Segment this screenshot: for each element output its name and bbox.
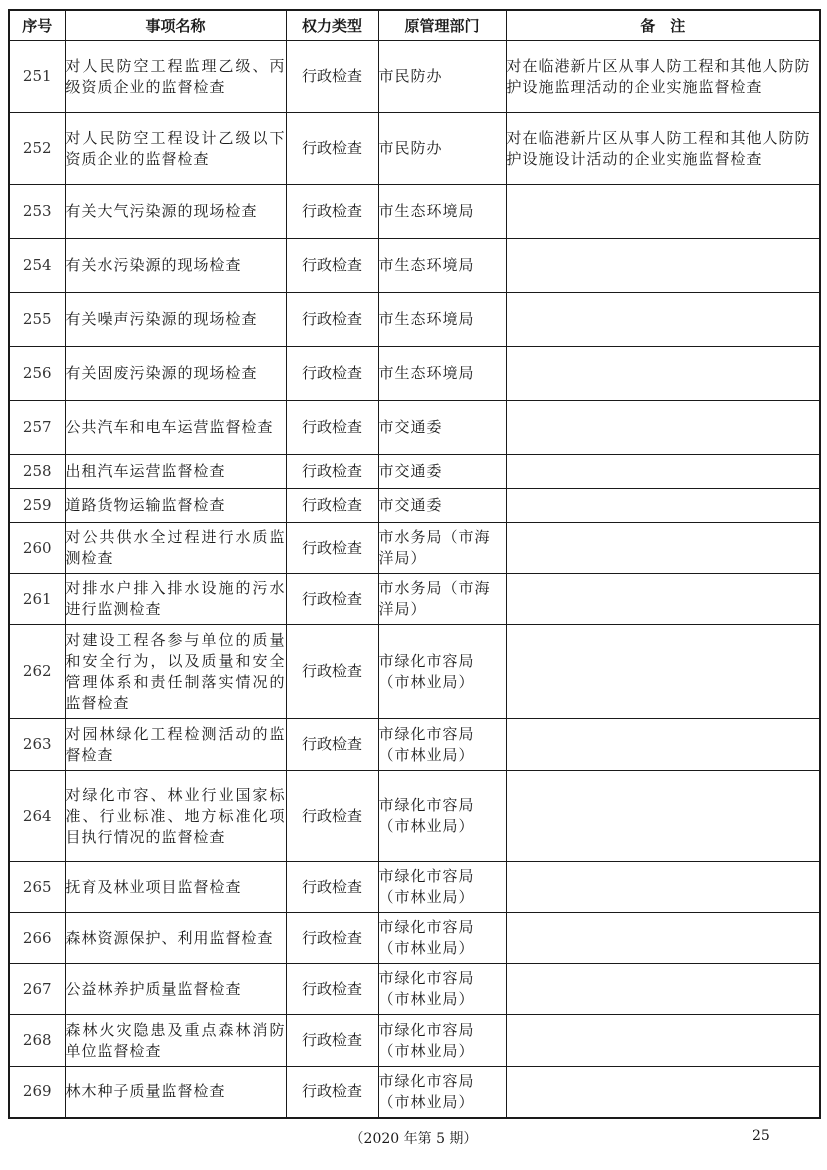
item-name: 公益林养护质量监督检查 [65,964,286,1015]
item-name: 森林资源保护、利用监督检查 [65,913,286,964]
power-type: 行政检查 [286,489,378,523]
department: 市绿化市容局（市林业局） [378,625,506,719]
table-row [9,401,820,455]
power-type: 行政检查 [286,913,378,964]
table-header-row [9,10,820,41]
remark [506,913,820,964]
table-row [9,113,820,185]
power-type: 行政检查 [286,964,378,1015]
row-number: 263 [9,719,65,771]
power-type: 行政检查 [286,862,378,913]
row-number: 258 [9,455,65,489]
row-number: 257 [9,401,65,455]
item-name: 公共汽车和电车运营监督检查 [65,401,286,455]
department: 市绿化市容局（市林业局） [378,1015,506,1067]
row-number: 260 [9,523,65,574]
table-row [9,489,820,523]
department: 市生态环境局 [378,239,506,293]
remark [506,185,820,239]
power-type: 行政检查 [286,574,378,625]
department: 市绿化市容局（市林业局） [378,771,506,862]
row-number: 259 [9,489,65,523]
row-number: 267 [9,964,65,1015]
remark [506,401,820,455]
page-number: 25 [752,1128,770,1144]
department: 市生态环境局 [378,293,506,347]
item-name: 有关固废污染源的现场检查 [65,347,286,401]
power-type: 行政检查 [286,113,378,185]
remark [506,719,820,771]
row-number: 252 [9,113,65,185]
power-type: 行政检查 [286,719,378,771]
table-row [9,523,820,574]
remark [506,293,820,347]
header-dept: 原管理部门 [378,10,506,41]
item-name: 对人民防空工程设计乙级以下资质企业的监督检查 [65,113,286,185]
item-name: 有关水污染源的现场检查 [65,239,286,293]
header-note: 备 注 [506,10,820,41]
department: 市绿化市容局（市林业局） [378,862,506,913]
item-name: 道路货物运输监督检查 [65,489,286,523]
table-row [9,1015,820,1067]
remark [506,964,820,1015]
row-number: 269 [9,1067,65,1118]
remark [506,862,820,913]
department: 市绿化市容局（市林业局） [378,719,506,771]
table-row [9,1067,820,1118]
item-name: 林木种子质量监督检查 [65,1067,286,1118]
header-num: 序号 [9,10,65,41]
item-name: 有关噪声污染源的现场检查 [65,293,286,347]
department: 市民防办 [378,113,506,185]
department: 市绿化市容局（市林业局） [378,1067,506,1118]
row-number: 253 [9,185,65,239]
remark [506,239,820,293]
department: 市水务局（市海洋局） [378,574,506,625]
issue-label: （2020 年第 5 期） [349,1131,478,1147]
item-name: 对排水户排入排水设施的污水进行监测检查 [65,574,286,625]
power-type: 行政检查 [286,771,378,862]
remark: 对在临港新片区从事人防工程和其他人防防护设施监理活动的企业实施监督检查 [506,41,820,113]
row-number: 256 [9,347,65,401]
table-row [9,455,820,489]
power-type: 行政检查 [286,293,378,347]
power-type: 行政检查 [286,625,378,719]
item-name: 对人民防空工程监理乙级、丙级资质企业的监督检查 [65,41,286,113]
row-number: 251 [9,41,65,113]
table-row [9,862,820,913]
table-row [9,574,820,625]
table-row [9,293,820,347]
power-list-table [8,9,821,1119]
remark [506,1015,820,1067]
remark [506,523,820,574]
row-number: 254 [9,239,65,293]
department: 市交通委 [378,455,506,489]
row-number: 268 [9,1015,65,1067]
item-name: 对园林绿化工程检测活动的监督检查 [65,719,286,771]
remark [506,347,820,401]
department: 市交通委 [378,489,506,523]
remark [506,625,820,719]
row-number: 255 [9,293,65,347]
item-name: 森林火灾隐患及重点森林消防单位监督检查 [65,1015,286,1067]
power-type: 行政检查 [286,41,378,113]
row-number: 266 [9,913,65,964]
power-type: 行政检查 [286,1015,378,1067]
item-name: 对公共供水全过程进行水质监测检查 [65,523,286,574]
header-type: 权力类型 [286,10,378,41]
item-name: 对建设工程各参与单位的质量和安全行为，以及质量和安全管理体系和责任制落实情况的监督检查 [65,625,286,719]
power-type: 行政检查 [286,239,378,293]
table-row [9,771,820,862]
power-type: 行政检查 [286,401,378,455]
power-type: 行政检查 [286,455,378,489]
table-row [9,625,820,719]
remark: 对在临港新片区从事人防工程和其他人防防护设施设计活动的企业实施监督检查 [506,113,820,185]
item-name: 出租汽车运营监督检查 [65,455,286,489]
item-name: 有关大气污染源的现场检查 [65,185,286,239]
table-row [9,41,820,113]
table-row [9,185,820,239]
table-row [9,719,820,771]
table-row [9,913,820,964]
item-name: 抚育及林业项目监督检查 [65,862,286,913]
remark [506,771,820,862]
power-type: 行政检查 [286,523,378,574]
table-row [9,239,820,293]
header-name: 事项名称 [65,10,286,41]
department: 市生态环境局 [378,347,506,401]
row-number: 265 [9,862,65,913]
department: 市绿化市容局（市林业局） [378,964,506,1015]
row-number: 262 [9,625,65,719]
power-type: 行政检查 [286,347,378,401]
department: 市民防办 [378,41,506,113]
remark [506,574,820,625]
power-type: 行政检查 [286,185,378,239]
department: 市交通委 [378,401,506,455]
remark [506,1067,820,1118]
remark [506,455,820,489]
table-row [9,347,820,401]
row-number: 261 [9,574,65,625]
power-type: 行政检查 [286,1067,378,1118]
department: 市水务局（市海洋局） [378,523,506,574]
item-name: 对绿化市容、林业行业国家标准、行业标准、地方标准化项目执行情况的监督检查 [65,771,286,862]
row-number: 264 [9,771,65,862]
department: 市生态环境局 [378,185,506,239]
remark [506,489,820,523]
table-row [9,964,820,1015]
department: 市绿化市容局（市林业局） [378,913,506,964]
